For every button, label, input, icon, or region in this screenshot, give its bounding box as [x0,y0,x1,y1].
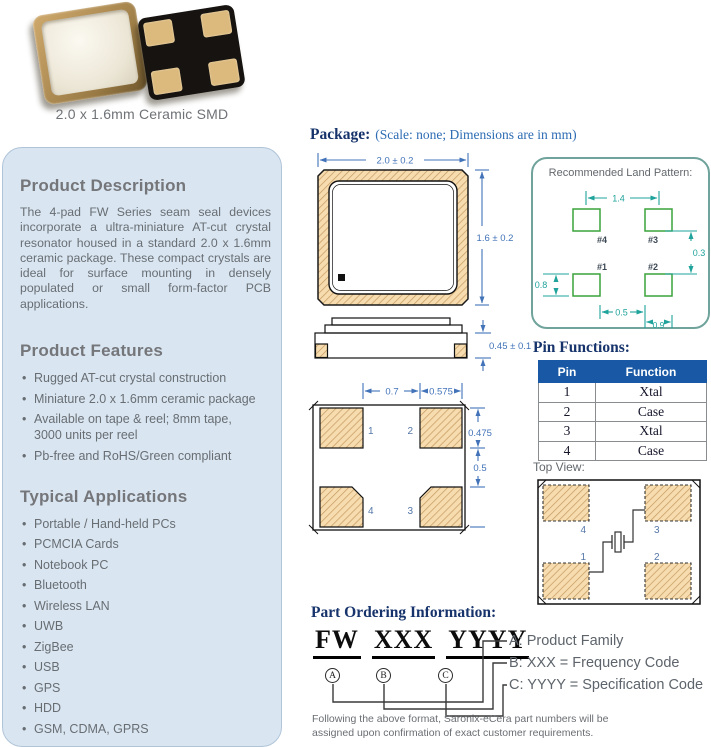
land-pattern-title: Recommended Land Pattern: [548,167,693,179]
application-item: • Bluetooth [20,577,260,593]
product-features-list [20,370,260,464]
legend-item-b: B: XXX = Frequency Code [509,655,680,671]
product-photo-ceramic-top [32,0,149,105]
product-description-title: Product Description [20,176,187,195]
land-pattern-drawing [533,179,708,329]
legend-item-a: A: Product Family [509,633,624,649]
marker-c: C [438,668,453,683]
table-row [539,441,707,461]
land-dim-pad-width: 0.9 [652,320,665,330]
topview-pad-label-1: 1 [580,552,586,563]
pad-label-1: 1 [368,426,374,437]
topview-pad-label-4: 4 [580,525,586,536]
application-item: • UWB [20,618,260,634]
photo-pad [208,58,240,86]
photo-pad [150,67,182,95]
package-title: Package: [310,126,371,143]
dim-package-height: 1.6 ± 0.2 [476,233,514,244]
top-view-label: Top View: [533,460,585,474]
crystal-symbol [612,532,624,552]
application-item: • Wireless LAN [20,598,260,614]
land-dim-row-gap: 0.3 [692,248,706,258]
pin-function: Xtal [596,383,707,403]
table-row [539,422,707,442]
pin-functions-table [538,360,707,461]
application-item: • GPS [20,680,260,696]
dim-package-thickness: 0.45 ± 0.1 [489,341,532,352]
pad-label-3: 3 [407,506,413,517]
pad-label-4: 4 [368,506,374,517]
crystal-lid-surface [41,9,140,97]
typical-applications-title: Typical Applications [20,486,188,506]
application-item: • GSM, CDMA, GPRS [20,721,260,737]
table-row [539,383,707,403]
photo-pad [200,10,232,38]
pin-functions-title: Pin Functions: [533,339,630,356]
pin1-index-mark [338,274,345,281]
land-dim-span: 1.4 [612,193,625,204]
land-pad-label-2: #2 [647,262,659,272]
ordering-title: Part Ordering Information: [311,604,497,621]
ordering-family-code: FW [313,625,361,659]
feature-item: • Rugged AT-cut crystal construction [20,370,260,386]
top-view-drawing [534,474,709,610]
land-pad-label-3: #3 [647,235,659,245]
ordering-spec-code: YYYY [446,625,529,659]
topview-pad-label-2: 2 [654,552,660,563]
pin-function: Case [596,402,707,422]
product-features-title: Product Features [20,341,164,361]
product-description-text: The 4-pad FW Series seam seal devices incorporate a ultra-miniature AT-cut crystal resonator housed in a standard 2.0 x 1.6mm ceramic package. These compact crystals are ideal for surface mounting in densely populated or small form-factor PCB applications. [20,205,271,311]
ordering-footnote: Following the above format, Saronix-eCera part numbers will be assigned upon confirmation of exact customer requirements. [312,713,609,739]
marker-b: B [376,668,391,683]
ordering-frequency-code: XXX [372,625,435,659]
photo-caption: 2.0 x 1.6mm Ceramic SMD [55,106,229,122]
pin-function: Xtal [596,422,707,442]
legend-item-c: C: YYYY = Specification Code [509,677,704,693]
pin-function: Case [596,441,707,461]
application-item: • Notebook PC [20,557,260,573]
table-header-row [539,361,707,383]
dim-package-width: 2.0 ± 0.2 [376,155,414,167]
dim-pad-pitch: 0.7 [385,386,399,398]
feature-item: • Miniature 2.0 x 1.6mm ceramic package [20,391,260,407]
pin-number: 2 [539,402,596,422]
land-dim-pad-gap: 0.5 [615,307,628,318]
typical-applications-list [20,516,260,737]
application-item: • ZigBee [20,639,260,655]
land-dim-pad-height: 0.8 [534,280,548,290]
dim-pad-height: 0.475 [468,428,492,439]
package-top-view-drawing [308,148,558,314]
topview-pad-label-3: 3 [654,525,660,536]
product-photo-package-bottom [137,4,246,101]
land-pattern-box [531,157,710,329]
package-subtitle: (Scale: none; Dimensions are in mm) [375,127,577,142]
feature-item: • Available on tape & reel; 8mm tape, 3000 units per reel [20,411,260,443]
pad-label-2: 2 [407,426,413,437]
application-item: • HDD [20,700,260,716]
pin-number: 3 [539,422,596,442]
photo-pad [143,19,175,47]
ordering-code [313,625,540,659]
pin-number: 1 [539,383,596,403]
package-heading [310,126,577,144]
feature-item: • Pb-free and RoHS/Green compliant [20,448,260,464]
package-bottom-view-drawing [308,358,513,573]
land-pad-label-4: #4 [596,235,608,245]
application-item: • Portable / Hand-held PCs [20,516,260,532]
dim-pad-width: 0.575 [429,386,453,398]
application-item: • PCMCIA Cards [20,536,260,552]
info-panel [2,147,282,747]
table-row [539,402,707,422]
pin-number: 4 [539,441,596,461]
dim-pad-gap: 0.5 [473,463,487,474]
ordering-legend [509,630,703,696]
application-item: • USB [20,659,260,675]
land-pad-label-1: #1 [596,262,608,272]
function-column-header: Function [596,361,707,383]
marker-a: A [325,668,340,683]
pin-column-header: Pin [539,361,596,383]
